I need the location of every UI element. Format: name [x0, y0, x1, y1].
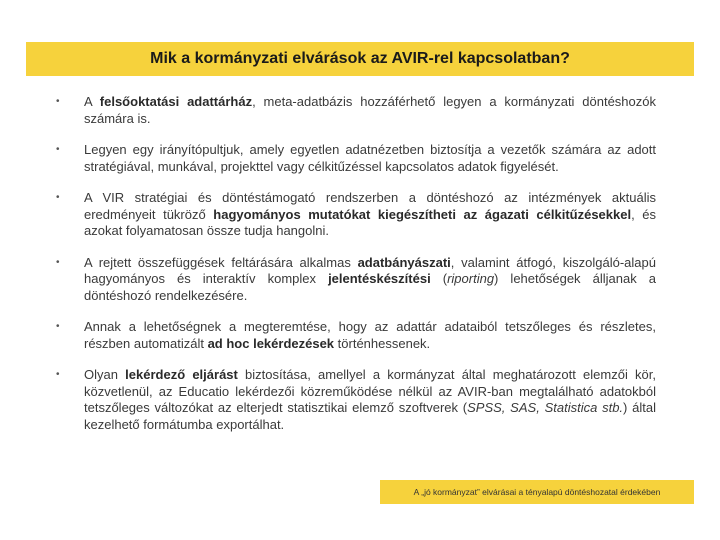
bullet-item-1 [56, 94, 656, 127]
bullet-text: ( [430, 271, 448, 286]
bullet-text: Legyen egy irányítópultjuk, amely egyetlen adatnézetben biztosítja a vezetők számára az adott stratégiával, munkával, projekttel vagy célkitűzéssel kapcsolatos adatok figyelését. [84, 142, 656, 174]
bullet-bold: lekérdező eljárást [125, 367, 238, 382]
bullet-text: ) által kezelhető formátumba exportálhat. [84, 400, 656, 432]
bullet-italic: SPSS, SAS, Statistica stb. [467, 400, 624, 415]
bullet-bold: hagyományos mutatókat kiegészítheti az ágazati célkitűzésekkel [213, 206, 632, 222]
bullet-bold: adatbányászati [357, 254, 451, 270]
bullet-item-3 [56, 190, 656, 240]
bullet-icon: • [56, 192, 60, 203]
slide-title: Mik a kormányzati elvárások az AVIR-rel kapcsolatban? [150, 50, 570, 67]
bullet-bold: jelentéskészítési [328, 271, 431, 286]
bullet-text: Annak a lehetőségnek a megteremtése, hogy az adattár adataiból tetszőleges és részletes, részben automatizált [84, 319, 656, 351]
bullet-text: A [84, 94, 100, 109]
bullet-item-2 [56, 142, 656, 175]
bullet-bold: felsőoktatási adattárház [99, 94, 253, 109]
bullet-item-6 [56, 367, 656, 433]
bullet-text: A VIR stratégiai és döntéstámogató rendszerben a döntéshozó az intézmények aktuális eredményeit tükröző [84, 190, 656, 222]
bullet-item-5 [56, 319, 656, 352]
bullet-bold: ad hoc lekérdezések [207, 335, 335, 351]
footer-text: A „jó kormányzat” elvárásai a tényalapú döntéshozatal érdekében [413, 487, 661, 497]
bullet-list [56, 94, 656, 448]
bullet-item-4 [56, 255, 656, 305]
bullet-icon: • [56, 144, 60, 155]
bullet-text: ) lehetőségek álljanak a döntéshozó rendelkezésére. [84, 271, 656, 303]
bullet-italic: riporting [447, 271, 495, 286]
bullet-text: biztosítása, amellyel a kormányzat által meghatározott elemzői kör, közvetlenül, az Educatio lekérdezői közreműködése nélkül az AVIR-ban megtalálható adatokból tetszőleges változókat az elterjedt statisztikai elemző szoftverek ( [84, 367, 656, 415]
bullet-icon: • [56, 256, 60, 268]
title-bar [26, 42, 694, 76]
bullet-text: , valamint átfogó, kiszolgáló-alapú hagyományos és interaktív komplex [84, 254, 656, 286]
bullet-icon: • [56, 369, 60, 380]
bullet-text: történhessenek. [334, 335, 431, 351]
bullet-text: A rejtett összefüggések feltárására alkalmas [84, 254, 358, 270]
bullet-icon: • [56, 321, 60, 332]
bullet-text: Olyan [84, 367, 126, 382]
bullet-text: , meta-adatbázis hozzáférhető legyen a kormányzati döntéshozók számára is. [84, 94, 656, 126]
footer-bar [380, 480, 694, 504]
bullet-text: , és azokat folyamatosan össze tudja hangolni. [84, 206, 656, 238]
bullet-icon: • [56, 96, 60, 107]
